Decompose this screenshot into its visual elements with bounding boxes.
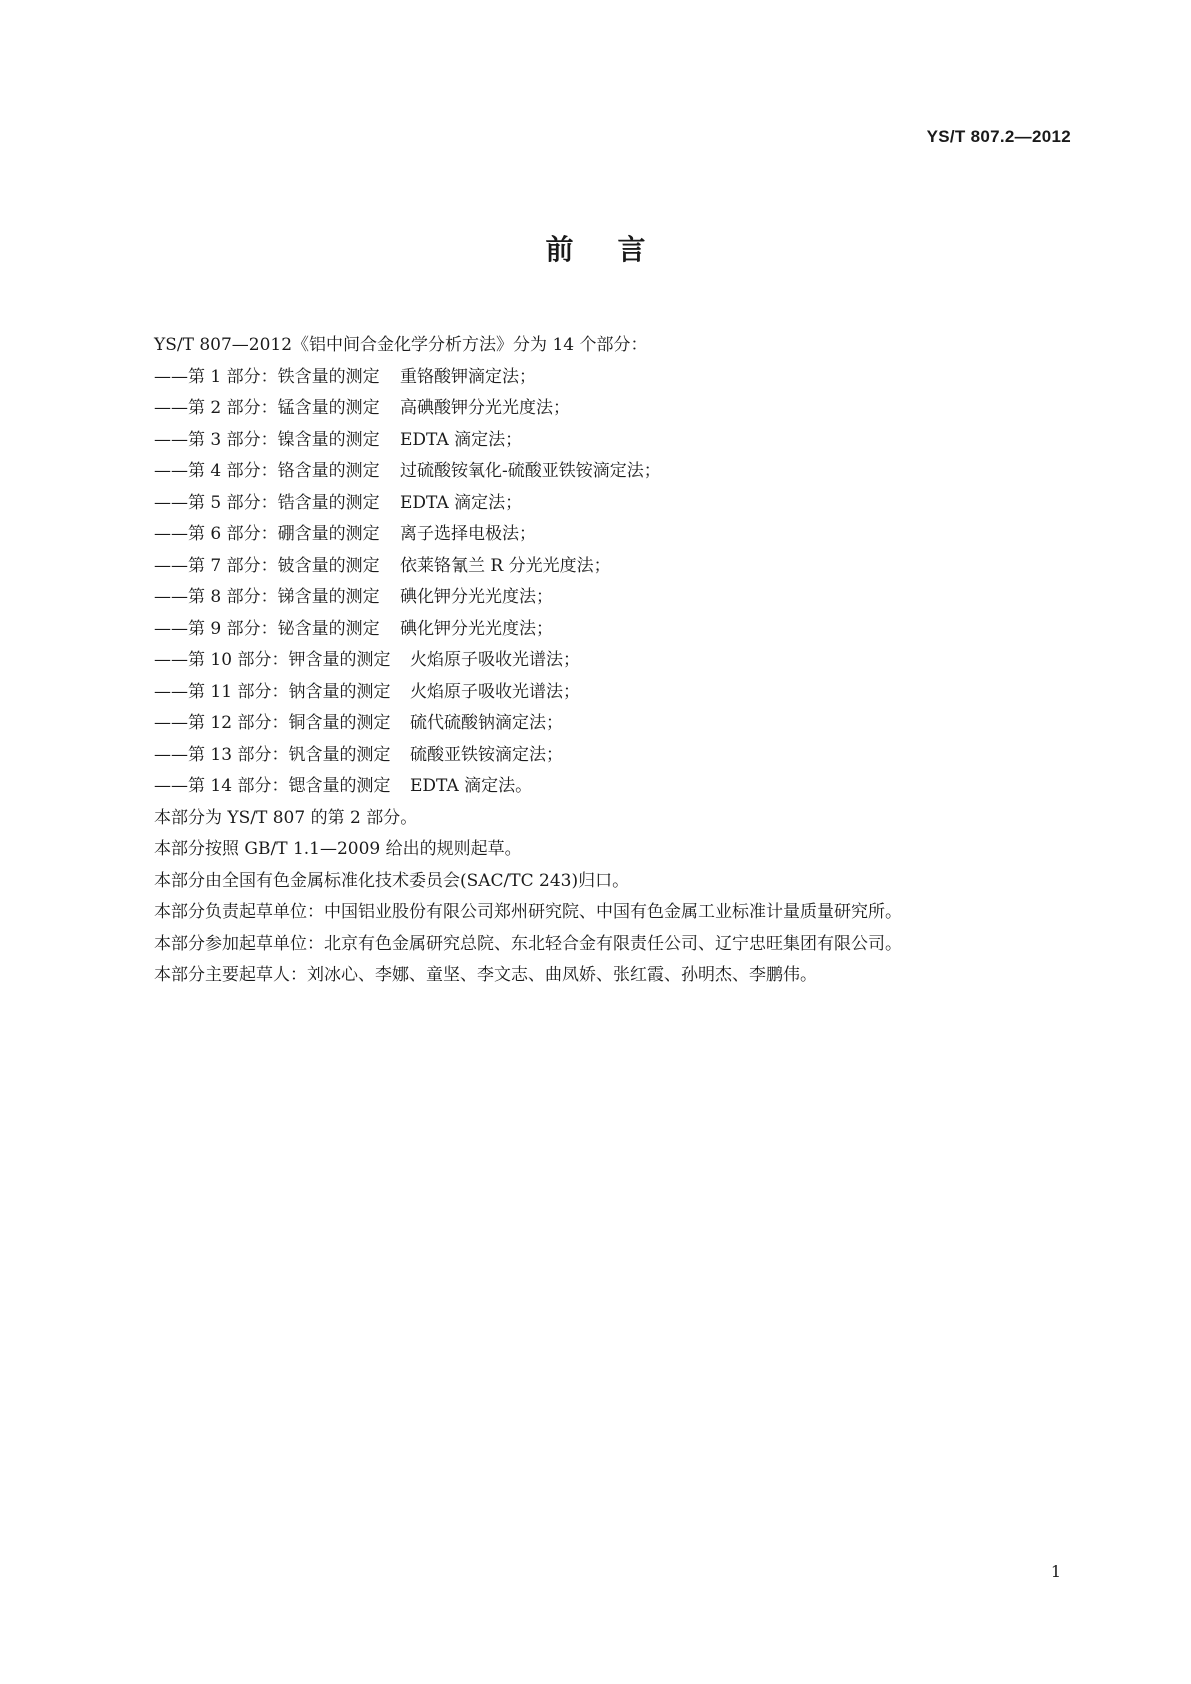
part-method: 碘化钾分光光度法； xyxy=(400,587,553,607)
part-label: ——第 10 部分：钾含量的测定 xyxy=(154,650,391,670)
part-method: 依莱铬氰兰 R 分光光度法； xyxy=(400,555,611,576)
part-list-item xyxy=(120,677,1064,709)
part-method: 过硫酸铵氧化-硫酸亚铁铵滴定法； xyxy=(400,461,661,481)
part-list-item xyxy=(120,362,1064,394)
part-method: 火焰原子吸收光谱法； xyxy=(410,681,580,702)
part-label: ——第 9 部分：铋含量的测定 xyxy=(154,618,380,639)
part-method: 火焰原子吸收光谱法； xyxy=(410,650,580,670)
part-method: EDTA 滴定法； xyxy=(400,492,523,513)
part-method: 硫酸亚铁铵滴定法； xyxy=(410,744,563,765)
part-method: 高碘酸钾分光光度法； xyxy=(400,398,570,418)
part-label: ——第 8 部分：锑含量的测定 xyxy=(154,587,380,607)
part-list-item xyxy=(120,740,1064,772)
part-list-item xyxy=(120,425,1064,457)
foreword-paragraph: 本部分负责起草单位：中国铝业股份有限公司郑州研究院、中国有色金属工业标准计量质量研究所。 xyxy=(154,902,902,922)
part-label: ——第 7 部分：铍含量的测定 xyxy=(154,555,380,576)
part-label: ——第 5 部分：锆含量的测定 xyxy=(154,492,380,513)
foreword-paragraph: 本部分按照 GB/T 1.1—2009 给出的规则起草。 xyxy=(154,839,522,859)
foreword-body xyxy=(120,330,1064,992)
foreword-paragraph: 本部分参加起草单位：北京有色金属研究总院、东北轻合金有限责任公司、辽宁忠旺集团有限公司。 xyxy=(154,933,902,954)
paragraph-list xyxy=(120,803,1064,992)
part-label: ——第 2 部分：锰含量的测定 xyxy=(154,398,380,418)
part-label: ——第 4 部分：铬含量的测定 xyxy=(154,461,380,481)
part-list-item xyxy=(120,551,1064,583)
part-method: 硫代硫酸钠滴定法； xyxy=(410,713,563,733)
part-label: ——第 14 部分：锶含量的测定 xyxy=(154,776,391,796)
part-list-item xyxy=(120,771,1064,803)
part-method: EDTA 滴定法； xyxy=(400,429,523,450)
part-list-item xyxy=(120,393,1064,425)
part-label: ——第 1 部分：铁含量的测定 xyxy=(154,366,380,387)
part-list-item xyxy=(120,645,1064,677)
part-method: EDTA 滴定法。 xyxy=(410,776,533,796)
part-method: 碘化钾分光光度法； xyxy=(400,618,553,639)
part-method: 重铬酸钾滴定法； xyxy=(400,366,536,387)
page-number: 1 xyxy=(1050,1562,1061,1581)
foreword-paragraph: 本部分由全国有色金属标准化技术委员会(SAC/TC 243)归口。 xyxy=(154,870,630,891)
page-title: 前言 xyxy=(545,233,690,266)
foreword-paragraph: 本部分为 YS/T 807 的第 2 部分。 xyxy=(154,807,418,828)
standard-code: YS/T 807.2—2012 xyxy=(926,127,1071,146)
part-label: ——第 11 部分：钠含量的测定 xyxy=(154,681,391,702)
part-list-item xyxy=(120,708,1064,740)
part-list-item xyxy=(120,488,1064,520)
part-list-item xyxy=(120,519,1064,551)
part-label: ——第 13 部分：钒含量的测定 xyxy=(154,744,391,765)
part-list-item xyxy=(120,582,1064,614)
part-label: ——第 6 部分：硼含量的测定 xyxy=(154,524,380,544)
parts-list xyxy=(120,362,1064,803)
part-method: 离子选择电极法； xyxy=(400,524,536,544)
part-list-item xyxy=(120,614,1064,646)
foreword-paragraph: 本部分主要起草人：刘冰心、李娜、童坚、李文志、曲凤娇、张红霞、孙明杰、李鹏伟。 xyxy=(154,965,817,985)
part-label: ——第 12 部分：铜含量的测定 xyxy=(154,713,391,733)
part-label: ——第 3 部分：镍含量的测定 xyxy=(154,429,380,450)
part-list-item xyxy=(120,456,1064,488)
intro-line: YS/T 807—2012《铝中间合金化学分析方法》分为 14 个部分： xyxy=(154,335,648,355)
